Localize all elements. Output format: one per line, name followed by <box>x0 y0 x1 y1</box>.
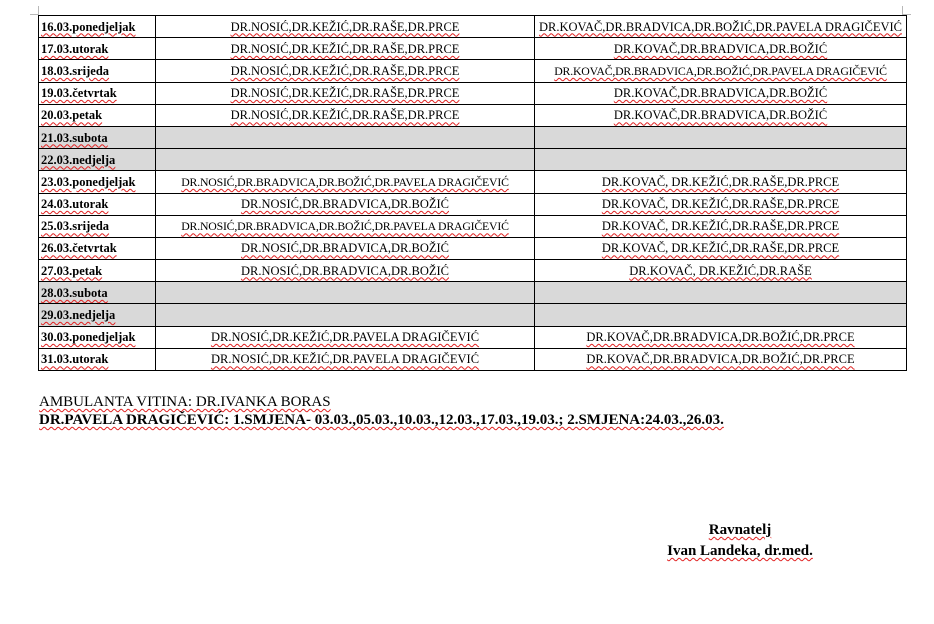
shift1-doctors: DR.NOSIĆ,DR.BRADVICA,DR.BOŽIĆ,DR.PAVELA DRAGIČEVIĆ <box>181 174 509 189</box>
day-label: 24.03.utorak <box>41 197 109 212</box>
shift2-cell[interactable] <box>535 348 907 370</box>
shift1-doctors: DR.NOSIĆ,DR.KEŽIĆ,DR.RAŠE,DR.PRCE <box>230 108 460 123</box>
day-label: 21.03.subota <box>41 130 108 145</box>
day-label: 17.03.utorak <box>41 41 109 56</box>
shift2-cell[interactable] <box>535 149 907 171</box>
shift2-doctors: DR.KOVAČ, DR.KEŽIĆ,DR.RAŠE,DR.PRCE <box>601 174 840 189</box>
day-label: 29.03.nedjelja <box>41 308 116 323</box>
day-label: 25.03.srijeda <box>41 219 110 234</box>
table-row <box>39 348 907 370</box>
day-cell[interactable] <box>39 60 156 82</box>
shift1-doctors: DR.NOSIĆ,DR.KEŽIĆ,DR.RAŠE,DR.PRCE <box>230 63 460 78</box>
shift1-cell[interactable] <box>156 16 535 38</box>
day-cell[interactable] <box>39 82 156 104</box>
shift1-doctors: DR.NOSIĆ,DR.KEŽIĆ,DR.RAŠE,DR.PRCE <box>230 86 460 101</box>
day-label: 22.03.nedjelja <box>41 152 116 167</box>
shift1-cell[interactable] <box>156 237 535 259</box>
shift1-cell[interactable] <box>156 82 535 104</box>
day-cell[interactable] <box>39 16 156 38</box>
table-row <box>39 215 907 237</box>
shift1-cell[interactable] <box>156 348 535 370</box>
shift2-cell[interactable] <box>535 82 907 104</box>
day-label: 16.03.ponedjeljak <box>41 19 136 34</box>
shift1-cell[interactable] <box>156 215 535 237</box>
shift2-cell[interactable] <box>535 60 907 82</box>
shift1-cell[interactable] <box>156 260 535 282</box>
table-row <box>39 104 907 126</box>
shift2-doctors: DR.KOVAČ, DR.KEŽIĆ,DR.RAŠE,DR.PRCE <box>601 219 840 234</box>
table-row-weekend <box>39 126 907 148</box>
shift2-doctors: DR.KOVAČ,DR.BRADVICA,DR.BOŽIĆ,DR.PRCE <box>586 352 855 367</box>
shift2-doctors: DR.KOVAČ,DR.BRADVICA,DR.BOŽIĆ <box>613 108 828 123</box>
shift-note[interactable] <box>39 411 724 429</box>
shift2-cell[interactable] <box>535 237 907 259</box>
shift2-doctors: DR.KOVAČ, DR.KEŽIĆ,DR.RAŠE <box>629 263 812 278</box>
shift2-doctors: DR.KOVAČ,DR.BRADVICA,DR.BOŽIĆ <box>613 86 828 101</box>
shift2-cell[interactable] <box>535 326 907 348</box>
shift1-doctors: DR.NOSIĆ,DR.KEŽIĆ,DR.RAŠE,DR.PRCE <box>230 41 460 56</box>
table-row-weekend <box>39 304 907 326</box>
shift1-doctors: DR.NOSIĆ,DR.BRADVICA,DR.BOŽIĆ,DR.PAVELA DRAGIČEVIĆ <box>181 219 509 234</box>
day-label: 20.03.petak <box>41 108 103 123</box>
shift-note-text: DR.PAVELA DRAGIČEVIĆ: 1.SMJENA- 03.03.,05.03.,10.03.,12.03.,17.03.,19.03.; 2.SMJENA:24.03.,26.03. <box>39 412 724 428</box>
table-row-weekend <box>39 282 907 304</box>
shift2-doctors: DR.KOVAČ,DR.BRADVICA,DR.BOŽIĆ,DR.PAVELA DRAGIČEVIĆ <box>538 19 902 34</box>
day-cell[interactable] <box>39 149 156 171</box>
day-label: 30.03.ponedjeljak <box>41 330 136 345</box>
shift1-doctors: DR.NOSIĆ,DR.BRADVICA,DR.BOŽIĆ <box>240 197 449 212</box>
shift-schedule-table <box>38 15 907 371</box>
day-cell[interactable] <box>39 237 156 259</box>
day-cell[interactable] <box>39 126 156 148</box>
day-label: 23.03.ponedjeljak <box>41 174 136 189</box>
day-cell[interactable] <box>39 104 156 126</box>
table-row <box>39 260 907 282</box>
shift1-cell[interactable] <box>156 304 535 326</box>
shift1-doctors: DR.NOSIĆ,DR.BRADVICA,DR.BOŽIĆ <box>240 241 449 256</box>
shift2-cell[interactable] <box>535 215 907 237</box>
table-row <box>39 60 907 82</box>
table-row <box>39 326 907 348</box>
shift1-cell[interactable] <box>156 326 535 348</box>
day-label: 18.03.srijeda <box>41 63 110 78</box>
shift2-doctors: DR.KOVAČ,DR.BRADVICA,DR.BOŽIĆ,DR.PRCE <box>586 330 855 345</box>
shift2-doctors: DR.KOVAČ, DR.KEŽIĆ,DR.RAŠE,DR.PRCE <box>601 197 840 212</box>
shift2-cell[interactable] <box>535 193 907 215</box>
day-cell[interactable] <box>39 282 156 304</box>
day-cell[interactable] <box>39 171 156 193</box>
shift2-cell[interactable] <box>535 171 907 193</box>
shift1-cell[interactable] <box>156 149 535 171</box>
signature-name-text: Ivan Landeka, dr.med. <box>667 543 813 559</box>
table-row <box>39 16 907 38</box>
day-label: 31.03.utorak <box>41 352 109 367</box>
day-cell[interactable] <box>39 348 156 370</box>
table-row <box>39 237 907 259</box>
ambulance-note[interactable] <box>39 393 724 411</box>
day-label: 19.03.četvrtak <box>41 86 117 101</box>
day-cell[interactable] <box>39 260 156 282</box>
day-cell[interactable] <box>39 215 156 237</box>
signature-title[interactable] <box>640 520 840 541</box>
day-label: 27.03.petak <box>41 263 103 278</box>
shift2-cell[interactable] <box>535 260 907 282</box>
signature-name[interactable] <box>640 541 840 562</box>
shift2-cell[interactable] <box>535 304 907 326</box>
table-row <box>39 82 907 104</box>
table-row-weekend <box>39 149 907 171</box>
shift1-cell[interactable] <box>156 60 535 82</box>
day-cell[interactable] <box>39 193 156 215</box>
shift2-doctors: DR.KOVAČ,DR.BRADVICA,DR.BOŽIĆ <box>613 41 828 56</box>
shift2-cell[interactable] <box>535 126 907 148</box>
signature-title-text: Ravnatelj <box>708 522 772 538</box>
table-row <box>39 193 907 215</box>
shift1-doctors: DR.NOSIĆ,DR.KEŽIĆ,DR.RAŠE,DR.PRCE <box>230 19 460 34</box>
shift1-cell[interactable] <box>156 171 535 193</box>
table-row <box>39 171 907 193</box>
day-label: 26.03.četvrtak <box>41 241 117 256</box>
shift1-doctors: DR.NOSIĆ,DR.BRADVICA,DR.BOŽIĆ <box>240 263 449 278</box>
shift1-cell[interactable] <box>156 38 535 60</box>
day-label: 28.03.subota <box>41 285 108 300</box>
ambulance-note-text: AMBULANTA VITINA: DR.IVANKA BORAS <box>39 394 331 410</box>
shift1-doctors: DR.NOSIĆ,DR.KEŽIĆ,DR.PAVELA DRAGIČEVIĆ <box>210 330 480 345</box>
shift2-cell[interactable] <box>535 104 907 126</box>
shift2-cell[interactable] <box>535 282 907 304</box>
shift1-cell[interactable] <box>156 282 535 304</box>
shift1-cell[interactable] <box>156 104 535 126</box>
signature-block <box>640 520 840 562</box>
margin-corner-mark <box>30 6 39 15</box>
shift2-doctors: DR.KOVAČ, DR.KEŽIĆ,DR.RAŠE,DR.PRCE <box>601 241 840 256</box>
shift1-cell[interactable] <box>156 126 535 148</box>
table-row <box>39 38 907 60</box>
day-cell[interactable] <box>39 38 156 60</box>
shift2-cell[interactable] <box>535 38 907 60</box>
shift2-cell[interactable] <box>535 16 907 38</box>
day-cell[interactable] <box>39 304 156 326</box>
schedule-body <box>39 16 907 371</box>
day-cell[interactable] <box>39 326 156 348</box>
shift2-doctors: DR.KOVAČ,DR.BRADVICA,DR.BOŽIĆ,DR.PAVELA DRAGIČEVIĆ <box>554 63 887 78</box>
margin-corner-mark <box>902 6 911 15</box>
shift1-cell[interactable] <box>156 193 535 215</box>
shift1-doctors: DR.NOSIĆ,DR.KEŽIĆ,DR.PAVELA DRAGIČEVIĆ <box>210 352 480 367</box>
notes-block <box>39 393 724 429</box>
